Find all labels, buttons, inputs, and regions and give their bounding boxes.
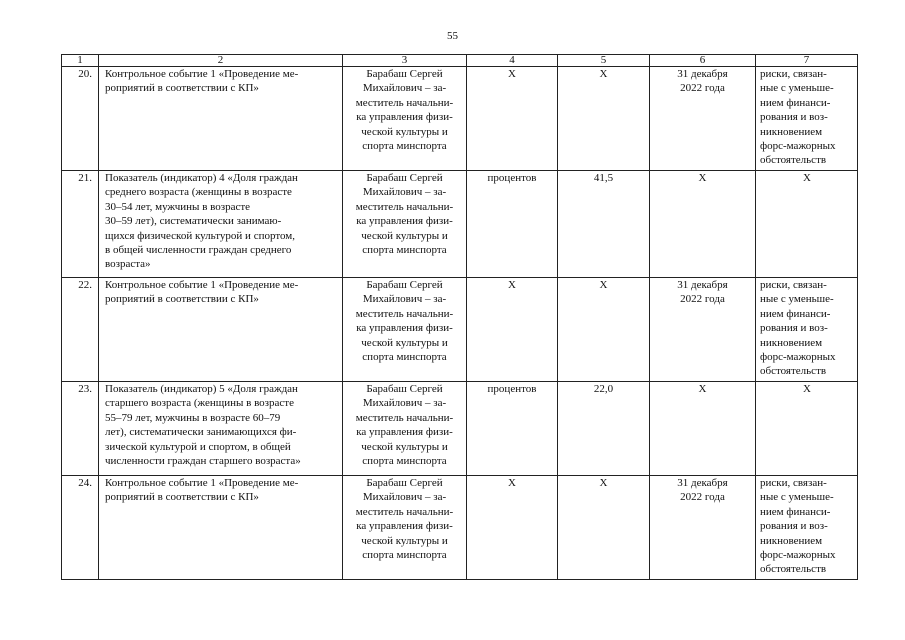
row-unit: процентов (467, 171, 558, 278)
row-risks: X (756, 171, 858, 278)
row-risks: риски, связан- ные с уменьше- нием финанси- рования и воз- никновением форс-мажорных обстоятельств (756, 278, 858, 382)
row-unit: X (467, 476, 558, 580)
column-number: 2 (99, 55, 343, 67)
row-name: Показатель (индикатор) 5 «Доля граждан старшего возраста (женщины в возрасте 55–79 лет, мужчины в возрасте 60–79 лет), систематически занимающихся фи- зической культурой и спортом, в общей численности граждан старшего возраста» (99, 382, 343, 476)
page-number: 55 (447, 30, 458, 42)
table-row (62, 67, 858, 171)
row-date: 31 декабря 2022 года (650, 476, 756, 580)
row-number: 21. (62, 171, 99, 278)
row-name: Контрольное событие 1 «Проведение ме- роприятий в соответствии с КП» (99, 67, 343, 171)
row-date: 31 декабря 2022 года (650, 67, 756, 171)
column-number: 1 (62, 55, 99, 67)
column-number: 7 (756, 55, 858, 67)
plan-table (61, 54, 858, 580)
row-number: 20. (62, 67, 99, 171)
row-unit: X (467, 67, 558, 171)
row-unit: процентов (467, 382, 558, 476)
row-value: 41,5 (558, 171, 650, 278)
row-value: X (558, 278, 650, 382)
row-name: Контрольное событие 1 «Проведение ме- роприятий в соответствии с КП» (99, 476, 343, 580)
table-row (62, 476, 858, 580)
table-row (62, 171, 858, 278)
row-value: X (558, 476, 650, 580)
row-value: 22,0 (558, 382, 650, 476)
row-risks: X (756, 382, 858, 476)
column-number: 3 (343, 55, 467, 67)
row-date: 31 декабря 2022 года (650, 278, 756, 382)
column-number: 6 (650, 55, 756, 67)
row-responsible: Барабаш Сергей Михайлович – за- меститель начальни- ка управления физи- ческой культуры и спорта минспорта (343, 67, 467, 171)
row-responsible: Барабаш Сергей Михайлович – за- меститель начальни- ка управления физи- ческой культуры и спорта минспорта (343, 278, 467, 382)
row-number: 22. (62, 278, 99, 382)
column-number: 4 (467, 55, 558, 67)
table-row (62, 278, 858, 382)
column-numbers-row (62, 55, 858, 67)
row-risks: риски, связан- ные с уменьше- нием финанси- рования и воз- никновением форс-мажорных обстоятельств (756, 476, 858, 580)
row-responsible: Барабаш Сергей Михайлович – за- меститель начальни- ка управления физи- ческой культуры и спорта минспорта (343, 476, 467, 580)
row-name: Контрольное событие 1 «Проведение ме- роприятий в соответствии с КП» (99, 278, 343, 382)
row-number: 23. (62, 382, 99, 476)
table-body (62, 67, 858, 580)
row-value: X (558, 67, 650, 171)
row-number: 24. (62, 476, 99, 580)
row-date: X (650, 171, 756, 278)
row-name: Показатель (индикатор) 4 «Доля граждан среднего возраста (женщины в возрасте 30–54 лет, мужчины в возрасте 30–59 лет), систематически занимаю- щихся физической культурой и спортом, в общей численности граждан среднего возраста» (99, 171, 343, 278)
row-responsible: Барабаш Сергей Михайлович – за- меститель начальни- ка управления физи- ческой культуры и спорта минспорта (343, 171, 467, 278)
row-unit: X (467, 278, 558, 382)
row-risks: риски, связан- ные с уменьше- нием финанси- рования и воз- никновением форс-мажорных обстоятельств (756, 67, 858, 171)
table-row (62, 382, 858, 476)
row-date: X (650, 382, 756, 476)
row-responsible: Барабаш Сергей Михайлович – за- меститель начальни- ка управления физи- ческой культуры и спорта минспорта (343, 382, 467, 476)
column-number: 5 (558, 55, 650, 67)
